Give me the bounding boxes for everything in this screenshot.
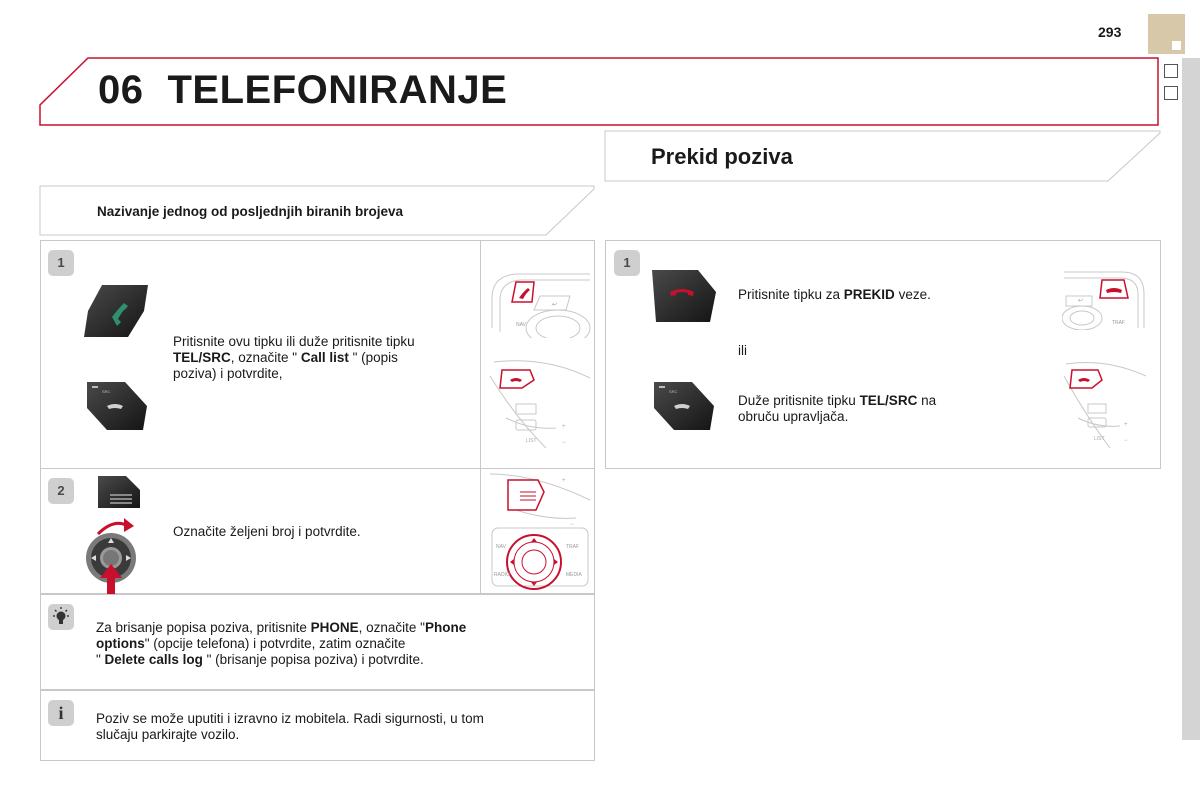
step2-text: Označite željeni broj i potvrdite. [173, 524, 361, 539]
traf-label: TRAF [1112, 320, 1126, 326]
svg-text:+: + [1124, 422, 1128, 428]
delete-calls-log-label: Delete calls log [104, 652, 203, 667]
call-list-label: Call list [300, 350, 349, 365]
side-bar [1182, 58, 1200, 740]
list-label: LIST [1094, 436, 1105, 442]
svg-text:↩: ↩ [552, 302, 558, 308]
nav-label: NAV [496, 544, 506, 550]
traf-label: TRAF [566, 544, 580, 550]
phone-pickup-icon[interactable] [82, 283, 150, 339]
svg-text:+: + [562, 478, 566, 484]
steering-wheel-diagram [486, 358, 594, 454]
chapter-number: 06 [98, 68, 144, 112]
thumbwheel-icon[interactable] [96, 474, 142, 510]
long-press-text-part: obruču upravljača. [738, 409, 849, 424]
section-title: Prekid poziva [651, 144, 793, 169]
info-text-line: Poziv se može uputiti i izravno iz mobitela. Radi sigurnosti, u tom [96, 711, 484, 726]
nav-label: NAV [516, 322, 526, 328]
console-diagram-call [486, 268, 594, 338]
src-label: SRC [102, 389, 111, 394]
svg-text:−: − [570, 522, 574, 528]
tel-src-label: TEL/SRC [173, 350, 231, 365]
tel-src-label: TEL/SRC [859, 393, 918, 408]
svg-text:−: − [562, 440, 566, 446]
divider [40, 468, 595, 469]
radio-label: RADIO [494, 572, 510, 578]
steering-wheel-diagram [1062, 360, 1148, 452]
end-call-text-part: Pritisnite tipku za [738, 287, 844, 302]
rotary-controller-icon[interactable] [84, 512, 140, 596]
step1-text-part: poziva) i potvrdite, [173, 366, 283, 381]
long-press-text-part: na [917, 393, 937, 408]
nav-square-2[interactable] [1164, 86, 1178, 100]
tip-text-part: , označite " [358, 620, 425, 635]
media-label: MEDIA [566, 572, 582, 578]
svg-text:−: − [1124, 438, 1128, 444]
or-text: ili [738, 343, 747, 358]
info-text-line: slučaju parkirajte vozilo. [96, 727, 240, 742]
phone-options-label: Phone [424, 620, 467, 635]
info-icon: i [48, 700, 74, 726]
chapter-title [98, 68, 507, 113]
subheading: Nazivanje jednog od posljednjih biranih brojeva [97, 204, 404, 219]
page-number: 293 [1098, 24, 1122, 40]
console-diagram-end [1062, 268, 1146, 330]
end-call-text [738, 287, 1038, 303]
step1-text-part: , označite " [230, 350, 301, 365]
step1-text [173, 334, 473, 382]
chapter-name: TELEFONIRANJE [167, 68, 508, 112]
divider [480, 240, 481, 594]
svg-text:↩: ↩ [1078, 298, 1084, 304]
end-call-text-part: veze. [894, 287, 931, 302]
svg-text:+: + [562, 424, 566, 430]
long-press-text-part: Duže pritisnite tipku [738, 393, 860, 408]
step1-text-part: " (popis [348, 350, 398, 365]
step1-text-part: Pritisnite ovu tipku ili duže pritisnite tipku [173, 334, 415, 349]
tip-text-part: " (opcije telefona) i potvrdite, zatim označite [144, 636, 406, 651]
prekid-label: PREKID [843, 287, 895, 302]
tip-text [96, 620, 586, 668]
lightbulb-icon [48, 604, 74, 630]
list-label: LIST [526, 438, 537, 444]
phone-label: PHONE [310, 620, 359, 635]
phone-options-label: options [96, 636, 145, 651]
tip-text-part: " (brisanje popisa poziva) i potvrdite. [202, 652, 424, 667]
rotary-console-diagram [486, 470, 594, 592]
tip-text-part: Za brisanje popisa poziva, pritisnite [96, 620, 311, 635]
step-badge-2: 2 [48, 478, 74, 504]
step-badge-1-right: 1 [614, 250, 640, 276]
steering-wheel-tel-src-icon[interactable] [652, 380, 716, 432]
tip-text-part: " [96, 652, 105, 667]
step-badge-1: 1 [48, 250, 74, 276]
nav-square-1[interactable] [1164, 64, 1178, 78]
phone-hangup-icon[interactable] [650, 268, 718, 324]
info-text [96, 711, 586, 743]
src-label: SRC [669, 389, 678, 394]
chapter-tab[interactable] [1148, 14, 1185, 54]
steering-wheel-tel-src-icon[interactable] [85, 380, 149, 432]
long-press-text [738, 393, 1038, 425]
